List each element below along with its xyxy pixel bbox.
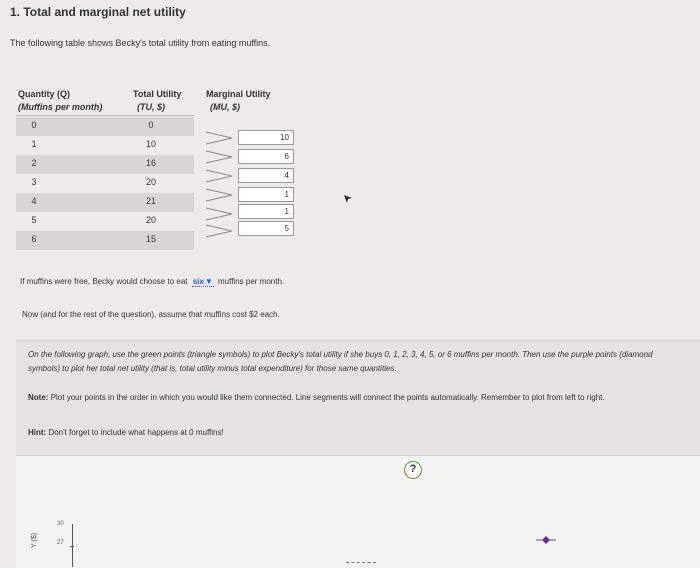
intro-text: The following table shows Becky's total utility from eating muffins. (10, 38, 271, 48)
diamond-tool-icon[interactable] (536, 535, 556, 545)
free-sentence-before: If muffins were free, Becky would choose to eat (20, 277, 188, 286)
chevron-down-icon: ▼ (204, 277, 213, 286)
quantity-cell: 1 (31, 139, 37, 149)
quantity-cell: 3 (31, 177, 37, 187)
graph-tool-line (346, 562, 376, 565)
marginal-utility-input[interactable]: 1 (238, 204, 294, 219)
arrow-right-icon (205, 169, 233, 183)
marginal-utility-input[interactable]: 5 (238, 221, 294, 236)
arrow-right-icon (205, 207, 233, 221)
question-title: 1. Total and marginal net utility (10, 5, 186, 19)
note-label: Note: (28, 393, 49, 402)
marginal-utility-input[interactable]: 6 (238, 149, 294, 164)
help-button[interactable]: ? (404, 461, 422, 479)
table-row (16, 136, 194, 155)
total-utility-header (133, 88, 181, 114)
total-utility-header-label: Total Utility (133, 89, 182, 99)
marginal-utility-input[interactable]: 1 (238, 187, 294, 202)
table-row (16, 174, 194, 193)
arrow-right-icon (205, 131, 233, 145)
total-utility-header-sub: (TU, $) (137, 102, 165, 112)
graph-instructions: On the following graph, use the green points (triangle symbols) to plot Becky's total utility if she buys 0, 1, 2, 3, 4, 5, or 6 muffins per month. Then use the purple points (diamond symbols) to plot her total net utility (that is, total utility minus total expenditure) for those same quantities. (28, 350, 653, 373)
hint-text (28, 426, 224, 440)
muffins-dropdown-value: six (192, 277, 204, 286)
y-tick-label: 27 (57, 540, 64, 546)
total-utility-cell: 16 (145, 158, 156, 168)
table-row (16, 231, 194, 250)
quantity-cell: 6 (31, 234, 37, 244)
marginal-utility-input[interactable]: 10 (238, 130, 294, 145)
free-sentence-after: muffins per month. (218, 277, 285, 286)
arrow-right-icon (205, 224, 233, 238)
quantity-header-sub: (Muffins per month) (18, 102, 103, 112)
y-tick-label: 30 (57, 521, 64, 527)
graph-area[interactable] (16, 455, 700, 568)
quantity-cell: 5 (31, 215, 37, 225)
quantity-cell: 4 (31, 196, 37, 206)
marginal-utility-header-sub: (MU, $) (210, 102, 240, 112)
marginal-utility-input[interactable]: 4 (238, 168, 294, 183)
cost-sentence: Now (and for the rest of the question), assume that muffins cost $2 each. (22, 310, 280, 319)
marginal-utility-header (206, 88, 271, 114)
quantity-cell: 2 (31, 158, 37, 168)
y-axis-tick (70, 546, 74, 547)
quantity-header (18, 88, 102, 114)
muffins-dropdown[interactable] (192, 277, 214, 287)
table-row (16, 193, 194, 212)
note-text (28, 391, 668, 405)
marginal-utility-header-label: Marginal Utility (206, 89, 271, 99)
total-utility-cell: 20 (145, 215, 156, 225)
table-row (16, 117, 194, 136)
hint-label: Hint: (28, 428, 47, 437)
cursor-icon (343, 194, 353, 204)
y-axis-label: Y ($) (31, 532, 38, 548)
total-utility-cell: 20 (145, 177, 156, 187)
table-header-rule (16, 115, 194, 116)
arrow-right-icon (205, 188, 233, 202)
total-utility-cell: 10 (145, 139, 156, 149)
table-row (16, 155, 194, 174)
quantity-header-label: Quantity (Q) (18, 89, 70, 99)
quantity-cell: 0 (31, 120, 37, 130)
table-row (16, 212, 194, 231)
free-muffins-sentence (20, 277, 284, 287)
total-utility-cell: 15 (145, 234, 156, 244)
note-body: Plot your points in the order in which you would like them connected. Line segments will connect the points automatically. Remember to plot from left to right. (50, 393, 605, 402)
arrow-right-icon (205, 150, 233, 164)
hint-body: Don't forget to include what happens at 0 muffins! (48, 428, 224, 437)
total-utility-cell: 21 (145, 196, 156, 206)
total-utility-cell: 0 (148, 120, 154, 130)
